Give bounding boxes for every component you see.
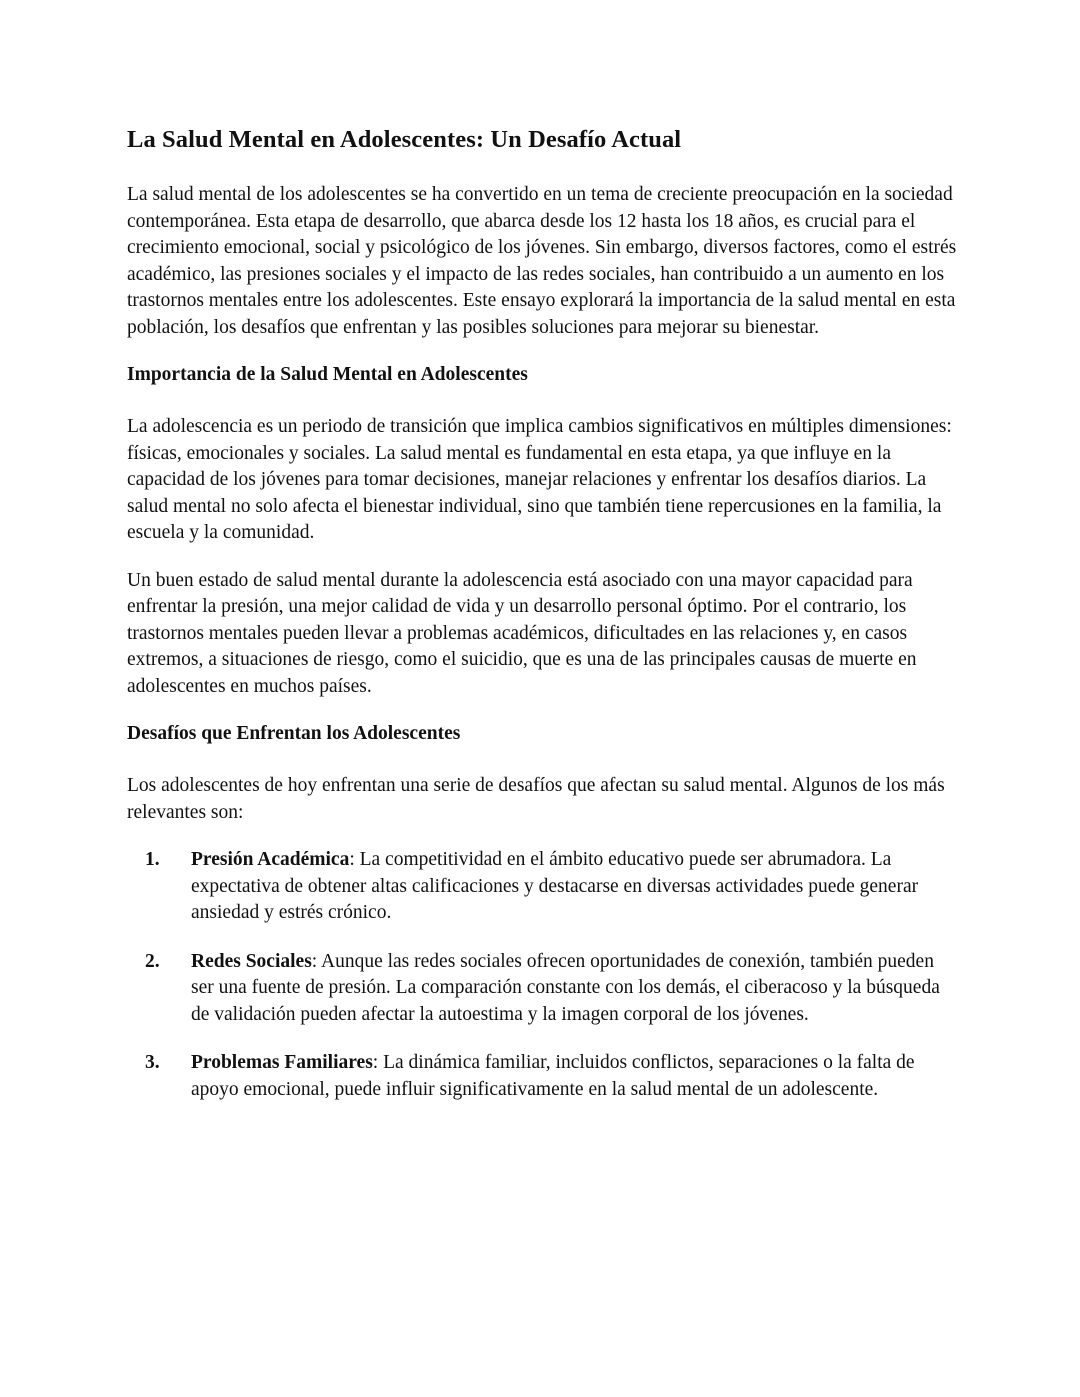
importance-paragraph-1: La adolescencia es un periodo de transición que implica cambios significativos en múltiples dimensiones: físicas, emocionales y sociales. La salud mental es fundamental en esta etapa, ya que influye en la capacidad de los jóvenes para tomar decisiones, manejar relaciones y enfrentar los desafíos diarios. La salud mental no solo afecta el bienestar individual, sino que también tiene repercusiones en la familia, la escuela y la comunidad.	[127, 416, 952, 543]
document-title: La Salud Mental en Adolescentes: Un Desafío Actual	[127, 126, 682, 153]
section-heading-importance: Importancia de la Salud Mental en Adolescentes	[127, 364, 528, 385]
list-item	[127, 1050, 957, 1103]
importance-paragraph-2: Un buen estado de salud mental durante la adolescencia está asociado con una mayor capacidad para enfrentar la presión, una mejor calidad de vida y un desarrollo personal óptimo. Por el contrario, los trastornos mentales pueden llevar a problemas académicos, dificultades en las relaciones y, en casos extremos, a situaciones de riesgo, como el suicidio, que es una de las principales causas de muerte en adolescentes en muchos países.	[127, 569, 917, 697]
challenges-intro-paragraph: Los adolescentes de hoy enfrentan una serie de desafíos que afectan su salud mental. Algunos de los más relevantes son:	[127, 775, 945, 823]
list-item-number: 2.	[145, 950, 160, 972]
list-item-number: 1.	[145, 849, 160, 870]
list-item	[127, 949, 957, 1029]
list-item-text: : La competitividad en el ámbito educativo puede ser abrumadora. La expectativa de obtener altas calificaciones y destacarse en diversas actividades puede generar ansiedad y estrés crónico.	[191, 849, 919, 923]
section-heading-challenges: Desafíos que Enfrentan los Adolescentes	[127, 723, 461, 744]
intro-paragraph: La salud mental de los adolescentes se ha convertido en un tema de creciente preocupación en la sociedad contemporánea. Esta etapa de desarrollo, que abarca desde los 12 hasta los 18 años, es crucial para el crecimiento emocional, social y psicológico de los jóvenes. Sin embargo, diversos factores, como el estrés académico, las presiones sociales y el impacto de las redes sociales, han contribuido a un aumento en los trastornos mentales entre los adolescentes. Este ensayo explorará la importancia de la salud mental en esta población, los desafíos que enfrentan y las posibles soluciones para mejorar su bienestar.	[127, 184, 957, 338]
challenges-list	[127, 847, 957, 1103]
list-item-text: : La dinámica familiar, incluidos conflictos, separaciones o la falta de apoyo emocional, puede influir significativamente en la salud mental de un adolescente.	[191, 1052, 915, 1100]
document-page	[127, 124, 957, 1125]
list-item-number: 3.	[145, 1052, 160, 1073]
list-item-text: : Aunque las redes sociales ofrecen oportunidades de conexión, también pueden ser una fuente de presión. La comparación constante con los demás, el ciberacoso y la búsqueda de validación pueden afectar la autoestima y la imagen corporal de los jóvenes.	[191, 950, 940, 1025]
list-item-term: Redes Sociales	[191, 950, 312, 972]
list-item-term: Presión Académica	[191, 849, 350, 870]
list-item	[127, 847, 957, 927]
list-item-term: Problemas Familiares	[191, 1052, 373, 1073]
